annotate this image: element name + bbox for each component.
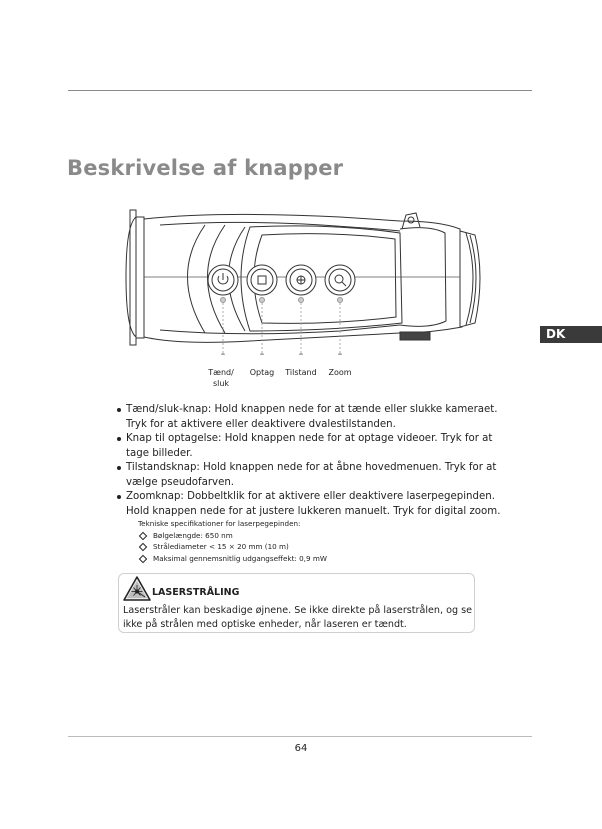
diamond-bullet-icon — [139, 531, 147, 539]
spec-item: Bølgelængde: 650 nm — [138, 530, 327, 542]
zoom-button-icon — [325, 265, 355, 295]
spec-item: Maksimal gennemsnitlig udgangseffekt: 0,9 mW — [138, 553, 327, 565]
label-mode: Tilstand — [285, 368, 317, 377]
spec-item: Strålediameter < 15 × 20 mm (10 m) — [138, 541, 327, 553]
warning-title: LASERSTRÅLING — [152, 587, 240, 598]
laser-specs — [138, 518, 327, 564]
label-power: Tænd/ sluk — [208, 368, 234, 388]
header-rule — [68, 90, 532, 91]
power-button-icon — [208, 265, 238, 295]
list-item: Zoomknap: Dobbeltklik for at aktivere eller deaktivere laserpegepinden. Hold knappen nede for at justere lukkeren manuelt. Tryk for digital zoom. — [117, 490, 502, 519]
label-zoom: Zoom — [328, 368, 352, 377]
diamond-bullet-icon — [139, 554, 147, 562]
list-item: Tænd/sluk-knap: Hold knappen nede for at tænde eller slukke kameraet. Tryk for at aktivere eller deaktivere dvalestilstanden. — [117, 403, 502, 432]
laser-warning-icon — [123, 576, 151, 601]
mode-button-icon — [286, 265, 316, 295]
specs-heading: Tekniske specifikationer for laserpegepinden: — [138, 519, 301, 528]
button-description-list — [117, 403, 502, 519]
label-record: Optag — [249, 368, 275, 377]
warning-text: Laserstråler kan beskadige øjnene. Se ikke direkte på laserstrålen, og se ikke på strålen med optiske enheder, når laseren er tændt. — [123, 605, 473, 630]
page-number: 64 — [294, 743, 308, 754]
language-tab: DK — [540, 326, 602, 343]
footer-rule — [68, 736, 532, 737]
device-illustration — [100, 205, 510, 355]
laser-warning-box — [118, 573, 475, 633]
list-item: Knap til optagelse: Hold knappen nede for at optage videoer. Tryk for at tage billeder. — [117, 432, 502, 461]
diamond-bullet-icon — [139, 543, 147, 551]
page-title: Beskrivelse af knapper — [67, 156, 344, 180]
record-button-icon — [247, 265, 277, 295]
list-item: Tilstandsknap: Hold knappen nede for at åbne hovedmenuen. Tryk for at vælge pseudofarven. — [117, 461, 502, 490]
